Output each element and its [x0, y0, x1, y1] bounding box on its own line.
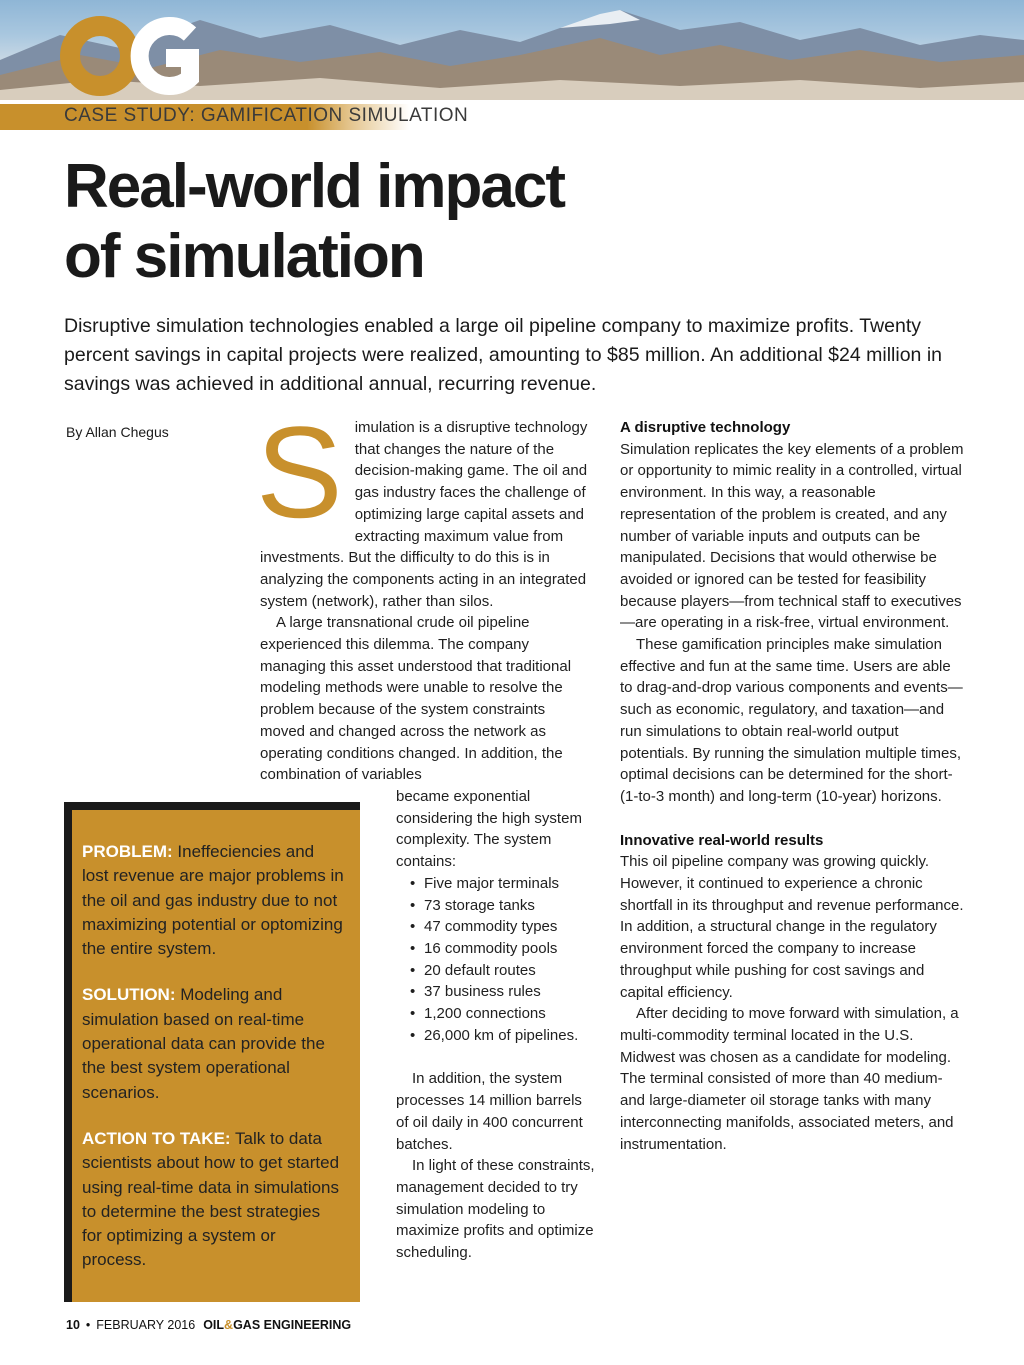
action-label: ACTION TO TAKE:: [82, 1128, 231, 1148]
problem-text: Ineffeciencies and lost revenue are major problems in the oil and gas industry due to not maximizing potential or optomizing the entire system.: [82, 842, 344, 959]
paragraph-gamification: These gamification principles make simulation effective and fun at the same time. Users are able to drag-and-drop various components and events—such as economic, regulatory, and taxation—and run simulations to obtain real-world output potentials. By running the simulation multiple times, optimal decisions can be determined for the short- (1-to-3 month) and long-term (10-year) horizons.: [620, 636, 963, 805]
page-title: [64, 152, 764, 292]
page-footer: [66, 1318, 351, 1332]
solution-text: Modeling and simulation based on real-time operational data can provide the the best system operational scenarios.: [82, 985, 325, 1102]
list-item: • 47 commodity types: [410, 916, 596, 938]
subhead-disruptive-technology: A disruptive technology: [620, 419, 791, 436]
summary-sidebar: [64, 802, 360, 1302]
byline: By Allan Chegus: [66, 424, 169, 440]
page-number: 10: [66, 1318, 80, 1332]
system-components-list: [396, 873, 596, 1047]
publication-name: OIL&GAS ENGINEERING: [203, 1318, 352, 1332]
list-item: • 73 storage tanks: [410, 895, 596, 917]
article-column-1-continued: [396, 786, 596, 1264]
paragraph-intro: imulation is a disruptive technology that changes the nature of the decision-making game. The oil and gas industry faces the challenge of optimizing large capital assets and extracting maximum value from investments. But the difficulty to do this is in analyzing the components acting in an integrated system (network), rather than silos.: [260, 419, 588, 610]
paragraph-dilemma: A large transnational crude oil pipeline experienced this dilemma. The company managing this asset understood that traditional modeling methods were unable to resolve the problem because of the system constraints moved and changed across the network as operating conditions changed. In addition, the combination of variables: [260, 614, 572, 784]
drop-cap: S: [256, 399, 343, 545]
section-label: CASE STUDY: GAMIFICATION SIMULATION: [64, 105, 469, 126]
sidebar-solution: [82, 983, 344, 1104]
sidebar-problem: [82, 840, 344, 961]
paragraph-terminal-candidate: After deciding to move forward with simulation, a multi-commodity terminal located in the U.S. Midwest was chosen as a candidate for modeling. The terminal consisted of more than 40 medium- and large-diameter oil storage tanks with many interconnecting manifolds, associated meters, and instrumentation.: [620, 1005, 959, 1153]
footer-separator: •: [85, 1318, 91, 1332]
action-text: Talk to data scientists about how to get started using real-time data in simulations to determine the best strategies for optimizing a system or process.: [82, 1128, 340, 1270]
article-column-2: [620, 417, 965, 1155]
problem-label: PROBLEM:: [82, 842, 173, 861]
og-logo: [58, 12, 208, 112]
list-item: • 37 business rules: [410, 981, 596, 1003]
sidebar-action: [82, 1127, 344, 1273]
paragraph-complexity: became exponential considering the high system complexity. The system contains:: [396, 788, 582, 871]
list-item: • 26,000 km of pipelines.: [410, 1025, 596, 1047]
paragraph-simulation-definition: Simulation replicates the key elements of a problem or opportunity to mimic reality in a controlled, virtual environment. In this way, a reasonable representation of the problem is created, and any number of variable inputs and outputs can be manipulated. Decisions that would otherwise be avoided or ignored can be tested for feasibility because players—from technical staff to executives—are operating in a risk-free, virtual environment.: [620, 440, 964, 632]
headline-line-1: Real-world impact: [64, 152, 564, 221]
paragraph-decision: In light of these constraints, management decided to try simulation modeling to maximize profits and optimize scheduling.: [396, 1157, 595, 1262]
article-column-1: [256, 399, 592, 786]
solution-label: SOLUTION:: [82, 985, 176, 1005]
list-item: • 16 commodity pools: [410, 938, 596, 960]
list-item: • 20 default routes: [410, 960, 596, 982]
headline-line-2: of simulation: [64, 222, 424, 291]
article-deck: Disruptive simulation technologies enabled a large oil pipeline company to maximize profits. Twenty percent savings in capital projects were realized, amounting to $85 million. An additional $24 million in savings was achieved in additional annual, recurring revenue.: [64, 315, 942, 395]
paragraph-company-growth: This oil pipeline company was growing quickly. However, it continued to experience a chronic shortfall in its throughput and revenue performance. In addition, a structural change in the regulatory environment forced the company to increase throughput while pushing for cost savings and capital efficiency.: [620, 853, 964, 1001]
list-item: • Five major terminals: [410, 873, 596, 895]
paragraph-throughput: In addition, the system processes 14 million barrels of oil daily in 400 concurrent batches.: [396, 1070, 583, 1153]
list-item: • 1,200 connections: [410, 1003, 596, 1025]
issue-date: FEBRUARY 2016: [96, 1318, 196, 1332]
subhead-real-world-results: Innovative real-world results: [620, 831, 824, 849]
